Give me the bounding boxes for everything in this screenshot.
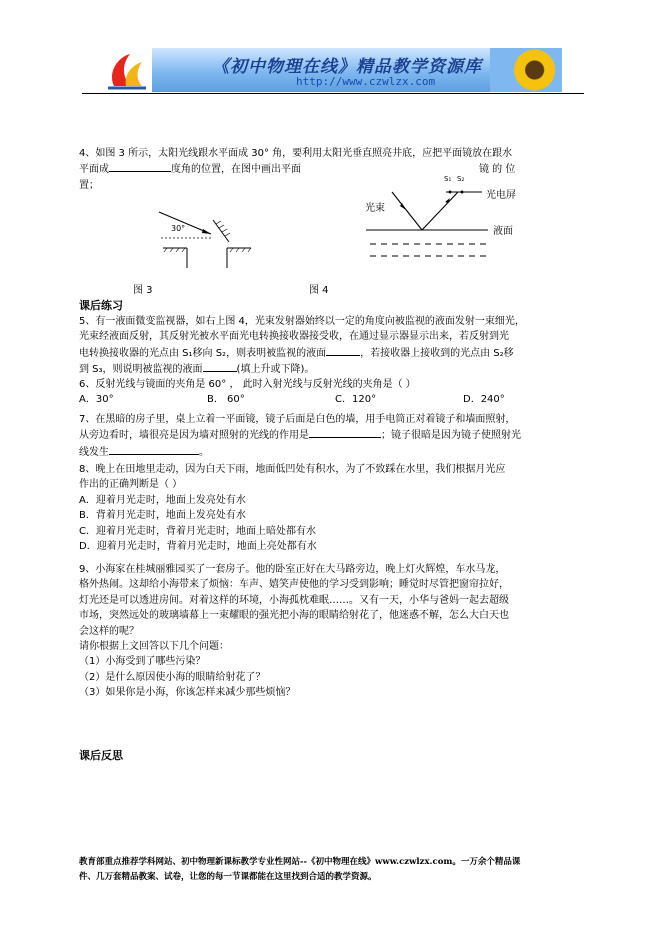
fig4-light-label: 光束 bbox=[365, 203, 385, 214]
site-url[interactable]: http://www.czwlzx.com bbox=[296, 75, 436, 88]
q7-blank-2 bbox=[109, 444, 199, 455]
section-practice-heading: 课后练习 bbox=[79, 299, 123, 312]
q5-blank-2 bbox=[203, 361, 237, 372]
figure-4-diagram bbox=[362, 178, 502, 258]
q4-line3: 置； bbox=[79, 179, 99, 191]
q9-sub-question-3: （3）如果你是小海，你该怎样来减少那些烦恼？ bbox=[79, 687, 296, 699]
fig3-caption: 图 3 bbox=[133, 285, 153, 296]
question-5: 5、有一液面微变监视器，如右上图 4，光束发射器始终以一定的角度向被监视的液面发射一束细光， 光束经液面反射，其反射光被水平面光电转换接收器接受收，在通过显示器显示出来，若反射到光 电转换接收器的光点由 S₁移向 S₂，则表明被监视的液面 ，若接收器上接收到的光点由 S₂移 到 S₃，则说明被监视的液面 (填上升或下降)。 bbox=[79, 316, 525, 376]
logo-icon bbox=[100, 48, 152, 92]
reflected-beam bbox=[422, 192, 458, 230]
question-7: 7、在黑暗的房子里，桌上立着一平面镜，镜子后面是白色的墙，用手电筒正对着镜子和墙面照射， 从旁边看时，墙很亮是因为墙对照射的光线的作用是 ；镜子很暗是因为镜子使照射光 线发生 。 bbox=[79, 414, 521, 458]
sunflower-image bbox=[490, 48, 562, 92]
figure-3-diagram bbox=[155, 208, 275, 268]
q8-option-d: D．迎着月光走时，背着月光走时，地面上亮处都有水 bbox=[79, 541, 317, 553]
q7-blank-1 bbox=[309, 427, 381, 438]
ground-hatching bbox=[164, 248, 251, 252]
header-banner bbox=[100, 48, 562, 92]
point-s1 bbox=[449, 191, 452, 194]
q6-option-d: D．240° bbox=[463, 394, 505, 406]
q4-line2: 平面成 度角的位置，在图中画出平面 镜 的 位 bbox=[79, 161, 584, 177]
question-8: 8、晚上在田地里走动，因为白天下雨，地面低凹处有积水，为了不致踩在水里，我们根据月光应 作出的正确判断是（ ） A．迎着月光走时，地面上发亮处有水 B．背着月光走时，地面上发亮处有水 C．迎着月光走时，背着月光走时，地面上暗处都有水 D．迎着月光走时，背着月光走时，地面上亮处都有水 bbox=[79, 462, 584, 554]
q6-options bbox=[79, 392, 584, 407]
mirror-line bbox=[213, 220, 229, 242]
q6-option-a: A．30° bbox=[79, 394, 114, 406]
q8-option-a: A．迎着月光走时，地面上发亮处有水 bbox=[79, 494, 246, 506]
site-logo bbox=[100, 48, 152, 92]
q9-sub-question-1: （1）小海受到了哪些污染？ bbox=[79, 656, 206, 668]
q4-angle-blank bbox=[109, 161, 171, 172]
ray-arrow-icon bbox=[202, 229, 211, 234]
q6-option-b: B． 60° bbox=[207, 394, 245, 406]
fig4-liquid-label: 液面 bbox=[493, 226, 513, 237]
q8-option-c: C．迎着月光走时，背着月光走时，地面上暗处都有水 bbox=[79, 525, 316, 537]
q4-line1: 4、如图 3 所示，太阳光线跟水平面成 30° 角，要利用太阳光垂直照亮井底，应把平面镜放在跟水 bbox=[79, 148, 513, 159]
incident-beam bbox=[392, 192, 422, 230]
q6-option-c: C．120° bbox=[335, 394, 377, 406]
q8-option-b: B．背着月光走时，地面上发亮处有水 bbox=[79, 510, 246, 522]
question-9: 9、小海家在桂城丽雅园买了一套房子。他的卧室正好在大马路旁边，晚上灯火辉煌，车水马龙， 格外热闹。这却给小海带来了烦恼：车声、嬉笑声使他的学习受到影响；睡觉时尽管把窗帘拉好， 灯光还是可以透进房间。对着这样的环境，小海孤枕难眠……。又有一天，小华与爸妈一起去超级 市场，突然远处的玻璃墙幕上一束耀眼的强光把小海的眼睛给射花了，他迷惑不解，怎么大白天也 会这样的呢？ 请你根据上文回答以下几个问题： （1）小海受到了哪些污染？ （2）是什么原因使小海的眼睛给射花了？ （3）如果你是小海，你该怎样来减少那些烦恼？ bbox=[79, 562, 584, 701]
fig4-s2-label: S₂ bbox=[457, 175, 465, 183]
q5-blank-1 bbox=[326, 345, 360, 356]
point-s2 bbox=[461, 191, 464, 194]
header-divider bbox=[82, 93, 584, 94]
fig4-s1-label: S₁ bbox=[444, 175, 452, 183]
fig4-caption: 图 4 bbox=[309, 285, 329, 296]
question-6: 6、反射光线与镜面的夹角是 60° ， 此时入射光线与反射光线的夹角是（ ） A．30° B． 60° C．120° D．240° bbox=[79, 377, 584, 407]
fig3-angle-label: 30° bbox=[171, 224, 186, 233]
q9-sub-question-2: （2）是什么原因使小海的眼睛给射花了？ bbox=[79, 671, 266, 683]
fig4-screen-label: 光电屏 bbox=[486, 190, 516, 201]
page-footer: 教育部重点推荐学科网站、初中物理新课标教学专业性网站--《初中物理在线》www.czwlzx.com。一万余个精品课 件、几万套精品教案、试卷，让您的每一节课都能在这里找到合适的教学资源。 bbox=[79, 857, 521, 882]
section-reflection-heading: 课后反思 bbox=[79, 749, 123, 762]
site-title: 《初中物理在线》精品教学资源库 bbox=[212, 57, 482, 77]
